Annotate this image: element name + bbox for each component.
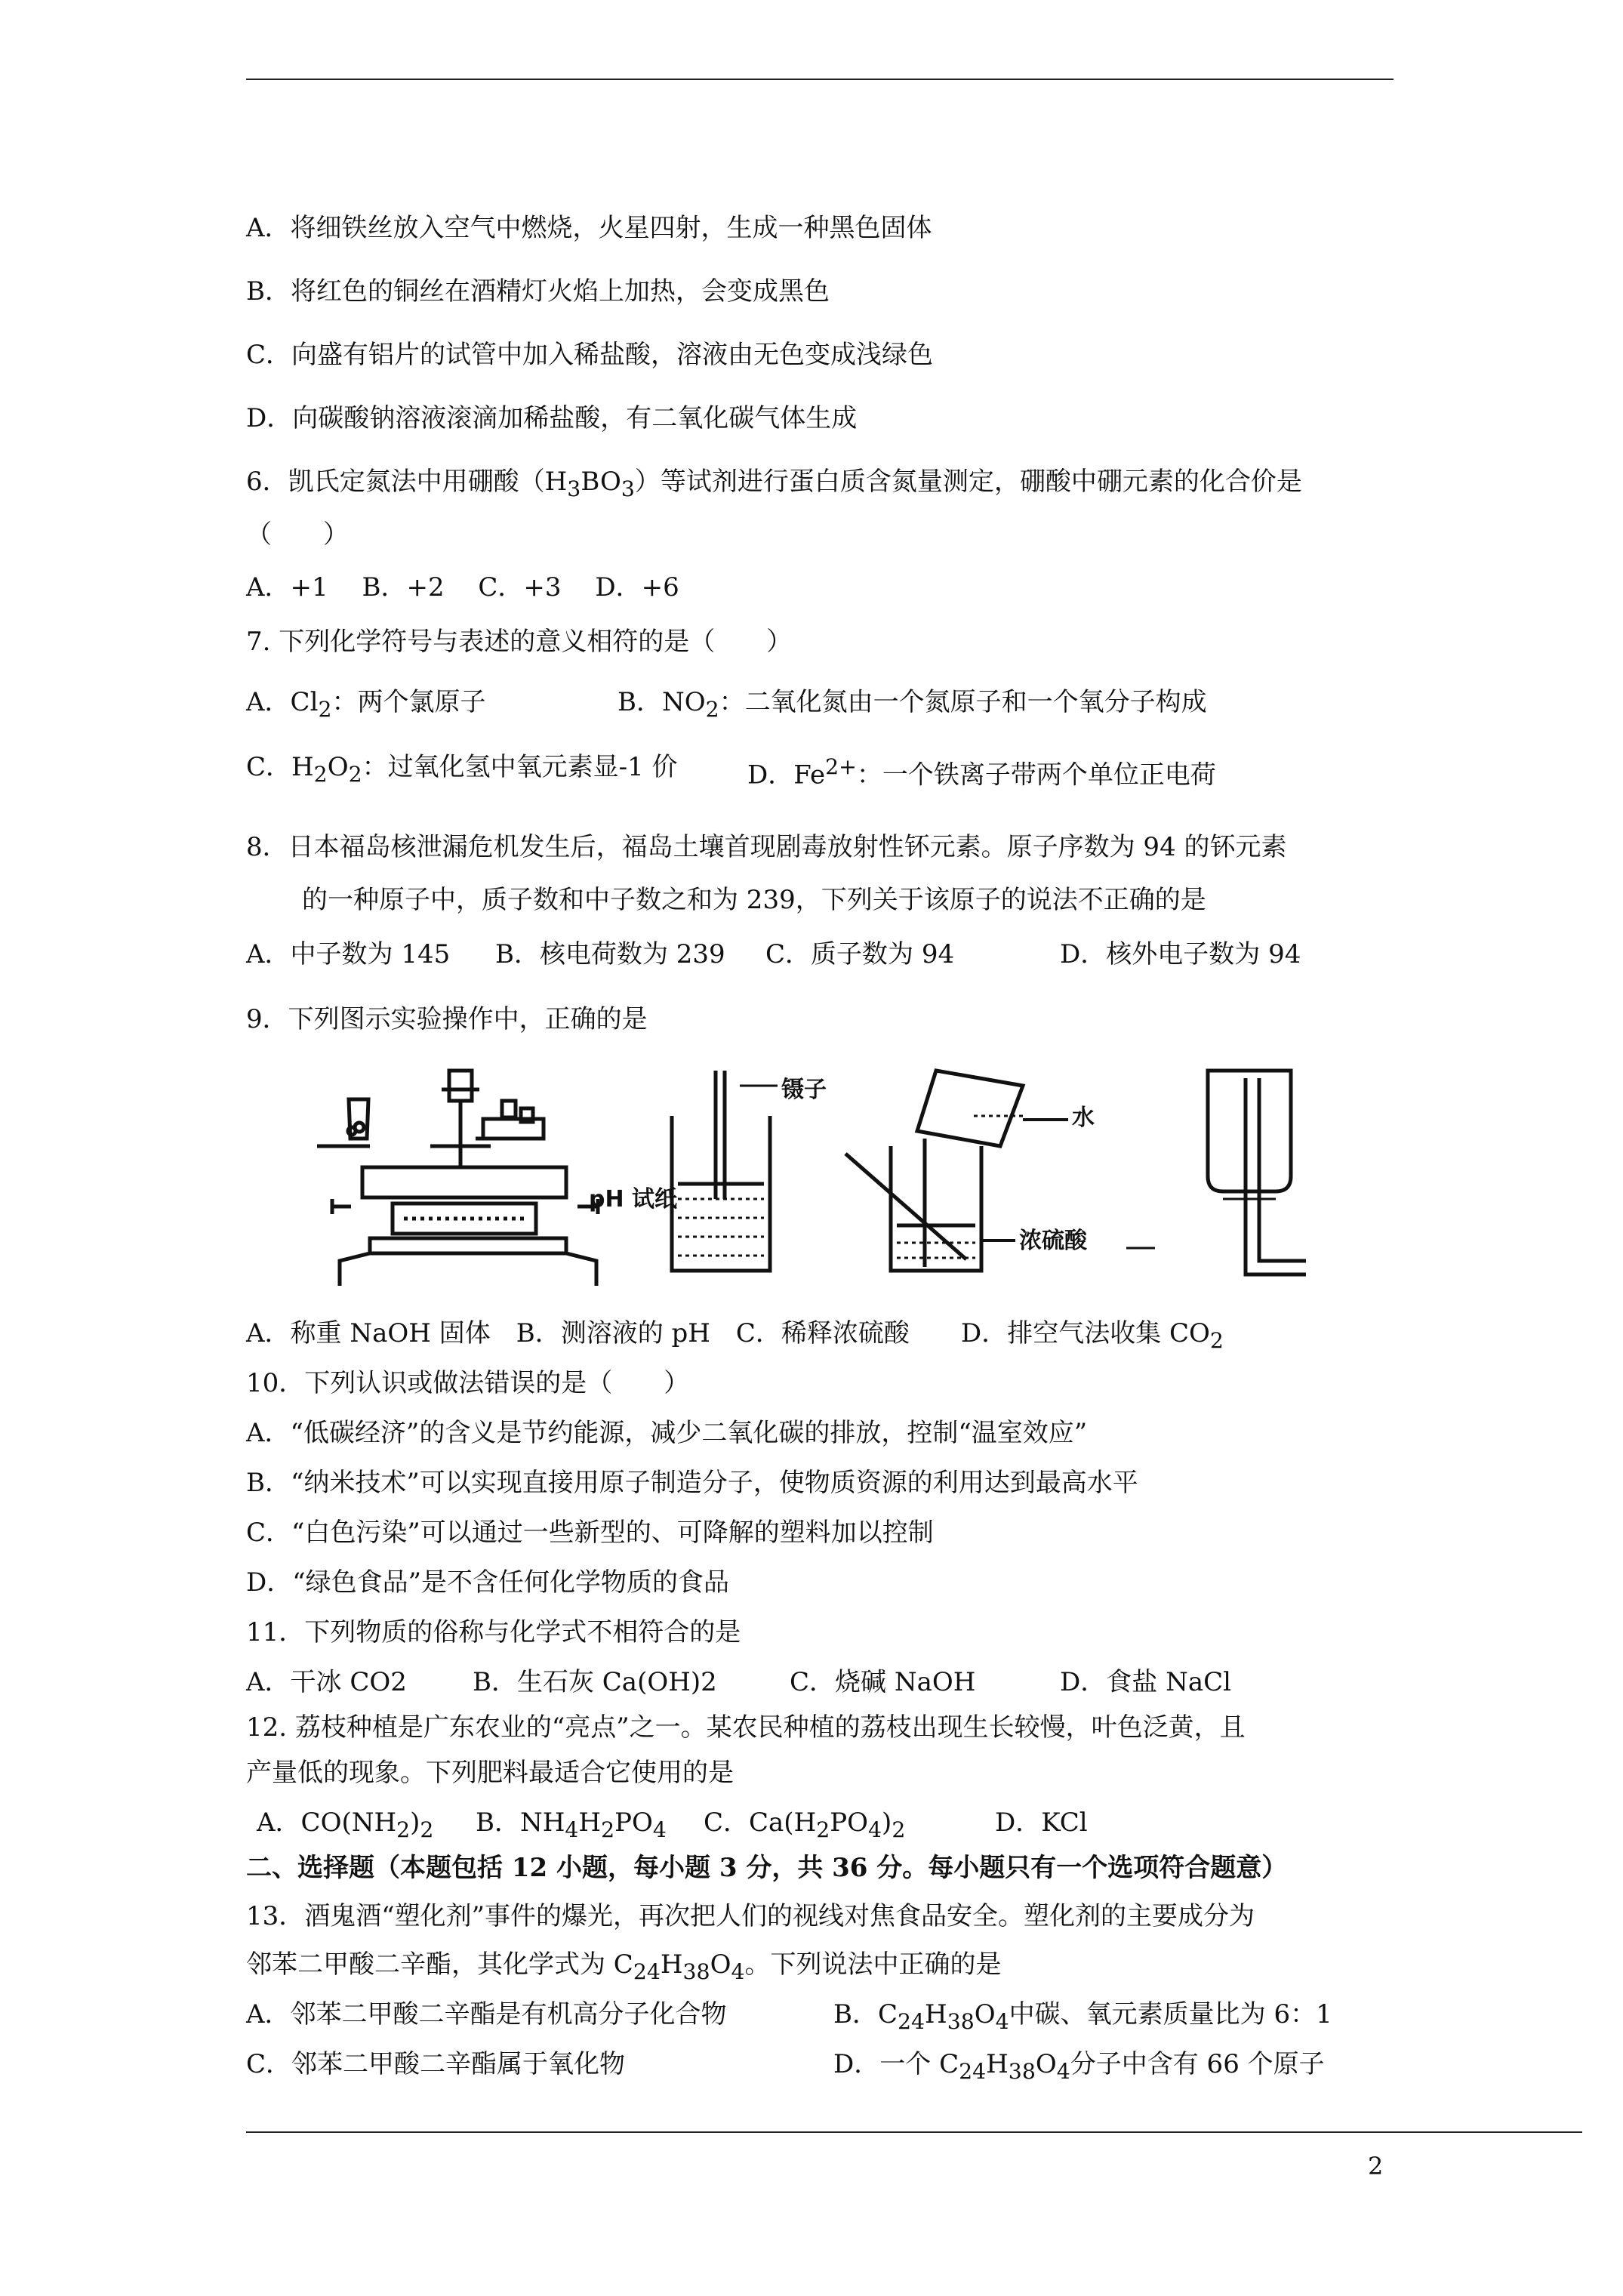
lab-operations-figure (317, 1056, 1359, 1290)
q7-stem: 7. 下列化学符号与表述的意义相符的是（ ） (246, 627, 793, 657)
q13-option-d: D．一个 $C_{24}H_{38}O_4$分子中含有 66 个原子 (833, 2049, 1325, 2084)
ph-test-illustration (672, 1071, 778, 1271)
q7-option-d: D．$Fe^{2+}$：一个铁离子带两个单位正电荷 (747, 754, 1216, 791)
section-2-heading: 二、选择题（本题包括 12 小题，每小题 3 分，共 36 分。每小题只有一个选项符合题意） (246, 1853, 1288, 1883)
q12-stem-1: 12. 荔枝种植是广东农业的“亮点”之一。某农民种植的荔枝出现生长较慢，叶色泛黄，且 (246, 1712, 1246, 1743)
q12-option-c: C．$Ca(H_2PO_4)_2$ (704, 1808, 906, 1842)
q13-stem-1: 13．酒鬼酒“塑化剂”事件的爆光，再次把人们的视线对焦食品安全。塑化剂的主要成分为 (246, 1901, 1255, 1931)
q7-option-a: A．$Cl_2$：两个氯原子 (246, 687, 486, 722)
q10-option-c: C．“白色污染”可以通过一些新型的、可降解的塑料加以控制 (246, 1518, 934, 1548)
q9-stem: 9．下列图示实验操作中，正确的是 (246, 1004, 648, 1034)
q7-option-b: B．$NO_2$：二氧化氮由一个氮原子和一个氧分子构成 (617, 687, 1207, 722)
footer-rule (246, 2131, 1582, 2133)
q11-option-a: A．干冰 CO2 (246, 1667, 407, 1697)
q8-option-a: A．中子数为 145 (246, 939, 451, 969)
q6-stem: 6．凯氏定氮法中用硼酸$(H_3BO_3)$等试剂进行蛋白质含氮量测定，硼酸中硼元素的化合价是 (246, 467, 1302, 501)
q9-options: A．称重 NaOH 固体 B．测溶液的 pH C．稀释浓硫酸 D．排空气法收集 $CO_2$ (246, 1318, 1224, 1353)
q11-option-d: D．食盐 NaCl (1060, 1667, 1231, 1697)
q11-option-b: B．生石灰 Ca(OH)2 (473, 1667, 717, 1697)
q5-option-c: C．向盛有铝片的试管中加入稀盐酸，溶液由无色变成浅绿色 (246, 340, 934, 370)
q5-option-d: D．向碳酸钠溶液滚滴加稀盐酸，有二氧化碳气体生成 (246, 403, 858, 433)
q6-paren: （ ） (246, 519, 349, 550)
q12-option-b: B．$NH_4H_2PO_4$ (476, 1808, 667, 1842)
q11-stem: 11．下列物质的俗称与化学式不相符合的是 (246, 1617, 741, 1647)
header-rule (246, 79, 1394, 80)
q8-option-d: D．核外电子数为 94 (1060, 939, 1301, 969)
q7-option-c: C．$H_2O_2$：过氧化氢中氧元素显-1 价 (246, 752, 678, 787)
page-number: 2 (1368, 2152, 1384, 2180)
q13-stem-2: 邻苯二甲酸二辛酯，其化学式为 $C_{24}H_{38}O_4$。下列说法中正确的是 (246, 1949, 1002, 1984)
q5-option-a: A．将细铁丝放入空气中燃烧，火星四射，生成一种黑色固体 (246, 213, 932, 243)
q13-option-c: C．邻苯二甲酸二辛酯属于氧化物 (246, 2049, 626, 2079)
q8-option-c: C．质子数为 94 (765, 939, 955, 969)
q10-option-d: D．“绿色食品”是不含任何化学物质的食品 (246, 1567, 730, 1598)
tweezers-label: 镊子 (781, 1077, 827, 1103)
water-label: 水 (1072, 1105, 1095, 1131)
q12-option-d: D．KCl (995, 1808, 1088, 1838)
q8-stem-1: 8．日本福岛核泄漏危机发生后，福岛土壤首现剧毒放射性钚元素。原子序数为 94 的钚元素 (246, 832, 1287, 862)
q13-option-a: A．邻苯二甲酸二辛酯是有机高分子化合物 (246, 1999, 727, 2029)
q12-option-a: A．$CO(NH_2)_2$ (257, 1808, 434, 1842)
balance-illustration (317, 1071, 598, 1286)
q10-stem: 10．下列认识或做法错误的是（ ） (246, 1368, 690, 1398)
q10-option-a: A．“低碳经济”的含义是节约能源，减少二氧化碳的排放，控制“温室效应” (246, 1418, 1088, 1448)
q13-option-b: B．$C_{24}H_{38}O_4$中碳、氧元素质量比为 6：1 (833, 1999, 1332, 2034)
ph-paper-label: pH 试纸 (589, 1186, 678, 1213)
q11-option-c: C．烧碱 NaOH (790, 1667, 976, 1697)
q5-option-b: B．将红色的铜丝在酒精灯火焰上加热，会变成黑色 (246, 276, 830, 307)
q12-stem-2: 产量低的现象。下列肥料最适合它使用的是 (246, 1758, 734, 1788)
q8-option-b: B．核电荷数为 239 (495, 939, 725, 969)
acid-label: 浓硫酸 (1019, 1228, 1087, 1254)
gas-collection-illustration (1208, 1071, 1306, 1274)
q10-option-b: B．“纳米技术”可以实现直接用原子制造分子，使物质资源的利用达到最高水平 (246, 1468, 1138, 1498)
q6-options: A．+1 B．+2 C．+3 D．+6 (246, 572, 679, 603)
q8-stem-2: 的一种原子中，质子数和中子数之和为 239，下列关于该原子的说法不正确的是 (302, 885, 1206, 915)
